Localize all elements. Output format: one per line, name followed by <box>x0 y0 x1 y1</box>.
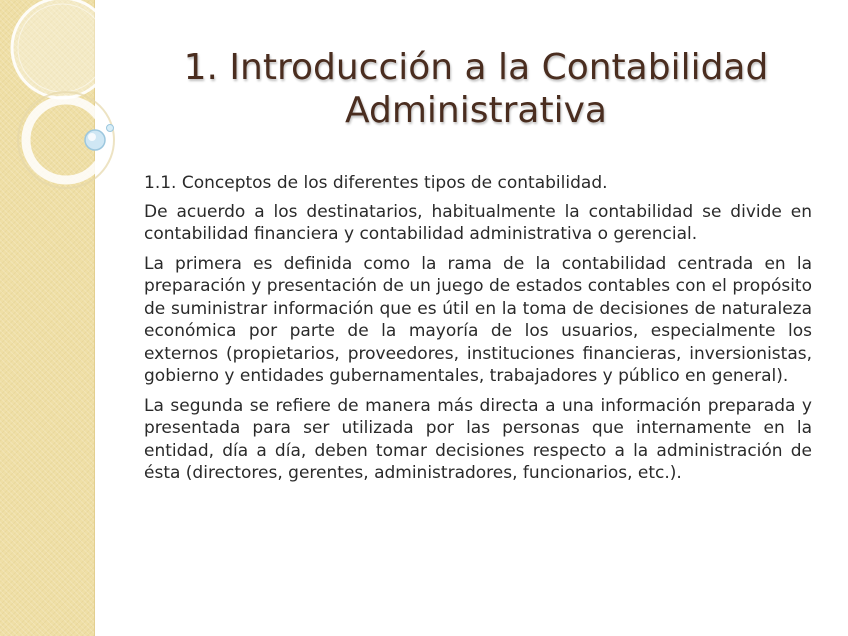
body-paragraph-3: La segunda se refiere de manera más directa a una información preparada y presentada para ser utilizada por las personas que internamente en la entidad, día a día, deben tomar decisiones respecto a la administración de ésta (directores, gerentes, administradores, funcionarios, etc.). <box>144 395 812 483</box>
slide-title-line-2: Administrativa <box>345 90 607 131</box>
slide-body <box>144 172 812 492</box>
slide-title-line-1: 1. Introducción a la Contabilidad <box>183 47 769 88</box>
section-subtitle: 1.1. Conceptos de los diferentes tipos de contabilidad. <box>144 173 608 193</box>
slide-title <box>120 46 832 132</box>
body-paragraph-2: La primera es definida como la rama de la contabilidad centrada en la preparación y presentación de un juego de estados contables con el propósito de suministrar información que es útil en la toma de decisiones de naturaleza económica por parte de la mayoría de los usuarios, especialmente los externos (propietarios, proveedores, instituciones financieras, inversionistas, gobierno y entidades gubernamentales, trabajadores y público en general). <box>144 253 812 386</box>
body-paragraph-1: De acuerdo a los destinatarios, habitualmente la contabilidad se divide en contabilidad financiera y contabilidad administrativa o gerencial. <box>144 201 812 244</box>
